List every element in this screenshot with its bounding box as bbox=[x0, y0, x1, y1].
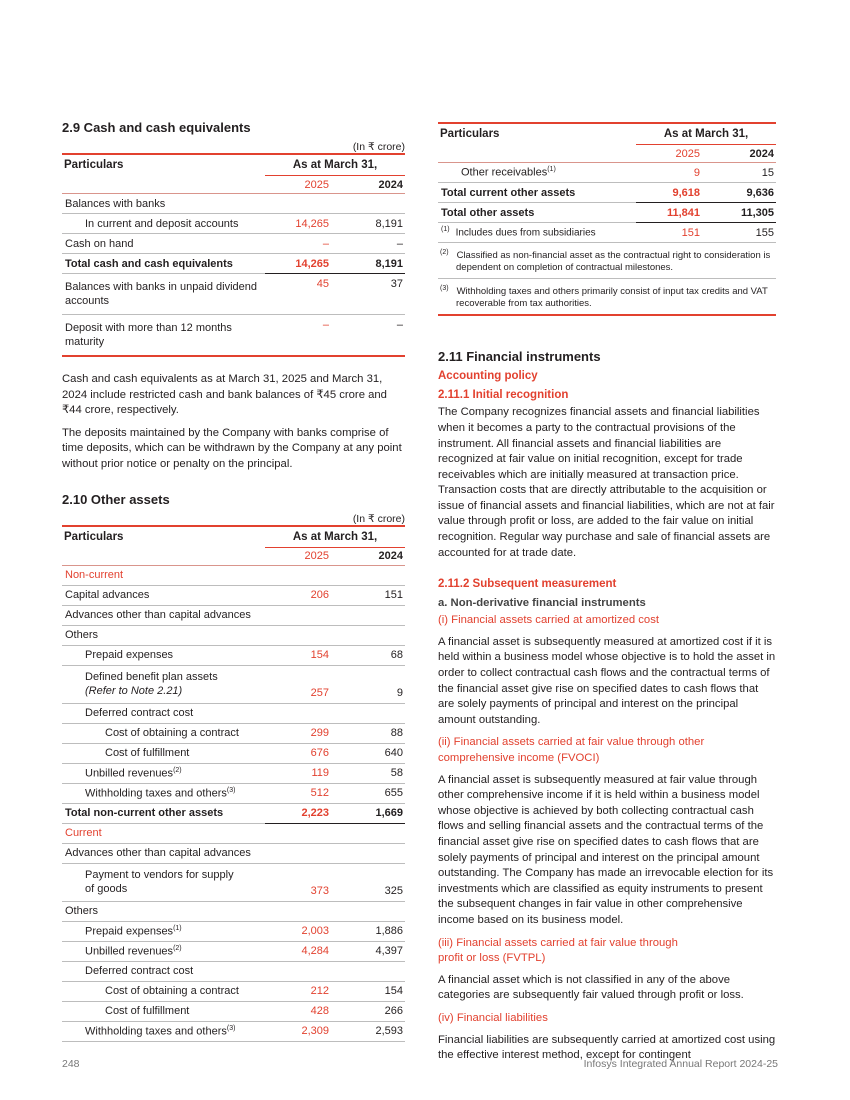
value-2024: 88 bbox=[339, 723, 405, 743]
year-row bbox=[62, 547, 405, 565]
row-label bbox=[438, 183, 636, 203]
value-2024: 155 bbox=[710, 223, 776, 243]
row-label bbox=[62, 941, 265, 961]
row-label bbox=[62, 645, 265, 665]
value-2024: 9 bbox=[339, 665, 405, 703]
table-row bbox=[62, 315, 405, 357]
row-label-text: Cost of fulfillment bbox=[105, 1005, 190, 1018]
value-2025: 206 bbox=[265, 585, 339, 605]
other-assets-table bbox=[62, 525, 405, 1042]
section-heading: 2.11 Financial instruments bbox=[438, 349, 601, 365]
section-cash bbox=[62, 120, 405, 1042]
value-2025 bbox=[265, 194, 339, 214]
footnote-mark: (1) bbox=[441, 226, 450, 234]
row-label bbox=[438, 203, 636, 223]
footnote-mark: (1) bbox=[173, 924, 182, 932]
table-row bbox=[438, 203, 776, 223]
subheading: (iii) Financial assets carried at fair value through profit or loss (FVTPL) bbox=[438, 936, 678, 965]
table-row bbox=[62, 961, 405, 981]
value-2024: 11,305 bbox=[710, 203, 776, 223]
row-label-text: Deposit with more than 12 months maturity bbox=[65, 322, 232, 348]
table-row bbox=[62, 743, 405, 763]
other-assets-table-continued bbox=[438, 122, 776, 316]
table-row bbox=[62, 823, 405, 843]
row-label-text: Withholding taxes and others bbox=[85, 1025, 227, 1038]
value-2025: 9,618 bbox=[636, 183, 710, 203]
value-2024 bbox=[339, 605, 405, 625]
value-2025: 14,265 bbox=[265, 214, 339, 234]
row-label-text: Current bbox=[65, 827, 102, 840]
row-label bbox=[62, 803, 265, 823]
table-row bbox=[62, 723, 405, 743]
col-particulars: Particulars bbox=[64, 530, 124, 543]
value-2025: – bbox=[265, 234, 339, 254]
row-label-text: Other receivables bbox=[461, 166, 548, 179]
row-label-text: Defined benefit plan assets bbox=[85, 671, 218, 684]
unit-label: (In ₹ crore) bbox=[352, 141, 405, 153]
row-label bbox=[62, 723, 265, 743]
row-label bbox=[62, 783, 265, 803]
table-row bbox=[62, 843, 405, 863]
value-2024 bbox=[339, 843, 405, 863]
row-label bbox=[62, 665, 265, 703]
table-row bbox=[62, 901, 405, 921]
value-2025: 2,223 bbox=[265, 803, 339, 823]
value-2025: 11,841 bbox=[636, 203, 710, 223]
row-label-text: Cash on hand bbox=[65, 237, 134, 250]
table-row bbox=[62, 703, 405, 723]
value-2025: 257 bbox=[265, 665, 339, 703]
col-as-at: As at March 31, bbox=[265, 526, 405, 548]
row-label bbox=[62, 981, 265, 1001]
value-2024: 325 bbox=[339, 863, 405, 901]
cash-table bbox=[62, 153, 405, 357]
row-label-text: Others bbox=[65, 629, 99, 642]
section-heading: 2.9 Cash and cash equivalents bbox=[62, 120, 251, 135]
value-2024: 1,669 bbox=[339, 803, 405, 823]
row-label bbox=[62, 703, 265, 723]
value-2025: 2,003 bbox=[265, 921, 339, 941]
header-row bbox=[438, 123, 776, 145]
row-label bbox=[62, 585, 265, 605]
value-2025 bbox=[265, 843, 339, 863]
row-label bbox=[62, 254, 265, 274]
row-label-text: In current and deposit accounts bbox=[85, 217, 239, 230]
row-label bbox=[62, 565, 265, 585]
value-2025 bbox=[265, 625, 339, 645]
col-2024: 2024 bbox=[710, 145, 776, 163]
table-row bbox=[62, 763, 405, 783]
value-2024: 58 bbox=[339, 763, 405, 783]
row-label bbox=[438, 163, 636, 183]
row-label-text: Total other assets bbox=[441, 206, 535, 219]
header-row bbox=[62, 154, 405, 176]
row-label-text: Capital advances bbox=[65, 589, 150, 602]
row-label-text: Deferred contract cost bbox=[85, 965, 194, 978]
value-2025 bbox=[265, 823, 339, 843]
footnote-mark: (3) bbox=[440, 285, 449, 293]
paragraph: A financial asset is subsequently measured at fair value through other comprehensive income if it is held within a business model whose objective is achieved by both collecting contractual cash flows and selling financial assets and the contractual terms of the financial asset give rise on specified dates to cash flows that are solely payments of principal and interest on the principal amount outstanding. The Company has made an irrevocable election for its investments which are classified as equity instruments to present the subsequent changes in fair value in other comprehensive income based on its business model. bbox=[438, 773, 774, 926]
row-label bbox=[62, 763, 265, 783]
footnote-text: Withholding taxes and others primarily consist of input tax credits and VAT recoverable from tax authorities. bbox=[456, 286, 768, 310]
row-label bbox=[62, 863, 265, 901]
section-other-cont bbox=[438, 122, 776, 1064]
footnote bbox=[438, 243, 776, 279]
paragraph: Financial liabilities are subsequently carried at amortized cost using the effective interest method, except for contingent bbox=[438, 1033, 776, 1062]
footnote-row bbox=[438, 243, 776, 279]
row-label-text: Balances with banks in unpaid dividend accounts bbox=[65, 281, 258, 307]
row-label bbox=[62, 961, 265, 981]
value-2025: 2,309 bbox=[265, 1021, 339, 1041]
value-2024 bbox=[339, 625, 405, 645]
paragraph: The Company recognizes financial assets and financial liabilities when it becomes a party to the contractual provisions of the instrument. All financial assets and financial liabilities are recognized at fair value on initial recognition, except for trade receivables which are initially measured at transaction price. Transaction costs that are directly attributable to the acquisition or issue of financial assets and financial liabilities, which are not at fair value through profit or loss, are added to the fair value on initial recognition. Regular way purchase and sale of financial assets are accounted for at trade date. bbox=[438, 406, 775, 559]
row-label-text: Total cash and cash equivalents bbox=[65, 257, 233, 270]
row-label-text: Cost of obtaining a contract bbox=[105, 727, 239, 740]
row-label-text: Others bbox=[65, 905, 99, 918]
page-number: 248 bbox=[62, 1058, 80, 1070]
paragraph: A financial asset is subsequently measured at amortized cost if it is held within a business model whose objective is to hold the asset in order to collect contractual cash flows and the contractual terms of the financial asset give rise on specified dates to cash flows that are solely payments of principal and interest on the principal amount outstanding. bbox=[438, 635, 776, 726]
row-label-text: Cost of fulfillment bbox=[105, 747, 190, 760]
value-2024 bbox=[339, 565, 405, 585]
report-title: Infosys Integrated Annual Report 2024-25 bbox=[583, 1058, 778, 1070]
col-2025: 2025 bbox=[265, 176, 339, 194]
footnote-mark: (2) bbox=[173, 944, 182, 952]
unit-label: (In ₹ crore) bbox=[352, 512, 405, 525]
value-2024: 151 bbox=[339, 585, 405, 605]
table-row bbox=[62, 1001, 405, 1021]
footnote-mark: (3) bbox=[226, 1024, 236, 1032]
row-label-text: Prepaid expenses bbox=[85, 649, 174, 662]
footnote-mark: (2) bbox=[440, 249, 449, 256]
paragraph: The deposits maintained by the Company with banks comprise of time deposits, which can be withdrawn by the Company at any point without prior notice or penalty on the principal. bbox=[62, 426, 402, 470]
row-label-text: Total current other assets bbox=[441, 186, 576, 199]
table-row bbox=[438, 183, 776, 203]
table-row bbox=[62, 941, 405, 961]
table-row bbox=[438, 163, 776, 183]
col-2024: 2024 bbox=[339, 547, 405, 565]
subheading: (i) Financial assets carried at amortized cost bbox=[438, 614, 659, 627]
value-2025: 299 bbox=[265, 723, 339, 743]
table-row bbox=[62, 605, 405, 625]
value-2024 bbox=[339, 194, 405, 214]
row-label-text: Total non-current other assets bbox=[65, 807, 224, 820]
footnote bbox=[438, 279, 776, 316]
row-label-text: Non-current bbox=[65, 569, 124, 582]
value-2024: 4,397 bbox=[339, 941, 405, 961]
col-as-at: As at March 31, bbox=[265, 154, 405, 176]
value-2024 bbox=[339, 823, 405, 843]
row-label-text: Balances with banks bbox=[65, 197, 166, 210]
row-label bbox=[62, 1021, 265, 1041]
col-2025: 2025 bbox=[636, 145, 710, 163]
value-2024: 266 bbox=[339, 1001, 405, 1021]
table-row bbox=[62, 645, 405, 665]
subheading: (ii) Financial assets carried at fair value through other comprehensive income (FVOCI) bbox=[438, 736, 705, 764]
row-label bbox=[62, 901, 265, 921]
col-particulars: Particulars bbox=[440, 128, 500, 141]
row-label-note: (Refer to Note 2.21) bbox=[85, 685, 183, 698]
value-2024: 15 bbox=[710, 163, 776, 183]
value-2024: 9,636 bbox=[710, 183, 776, 203]
subheading: (iv) Financial liabilities bbox=[438, 1011, 548, 1024]
value-2025: 154 bbox=[265, 645, 339, 665]
row-label bbox=[62, 625, 265, 645]
header-row bbox=[62, 526, 405, 548]
row-label-text: Payment to vendors for supply of goods bbox=[85, 869, 234, 896]
footnote-row bbox=[438, 279, 776, 316]
row-label bbox=[438, 223, 636, 243]
value-2025: – bbox=[265, 315, 339, 357]
subheading: Accounting policy bbox=[438, 370, 538, 383]
row-label-text: Includes dues from subsidiaries bbox=[455, 227, 596, 239]
value-2025 bbox=[265, 565, 339, 585]
row-label-text: Cost of obtaining a contract bbox=[105, 985, 239, 998]
table-row bbox=[62, 274, 405, 315]
value-2025: 4,284 bbox=[265, 941, 339, 961]
value-2024: 68 bbox=[339, 645, 405, 665]
value-2025: 45 bbox=[265, 274, 339, 315]
value-2024: 8,191 bbox=[339, 254, 405, 274]
footnote-text: Classified as non-financial asset as the contractual right to consideration is dependent on completion of contractual milestones. bbox=[456, 250, 771, 274]
col-2025: 2025 bbox=[265, 547, 339, 565]
blank-cell bbox=[438, 145, 636, 163]
table-row bbox=[62, 783, 405, 803]
value-2025: 119 bbox=[265, 763, 339, 783]
year-row bbox=[438, 145, 776, 163]
row-label bbox=[62, 843, 265, 863]
blank-cell bbox=[62, 176, 265, 194]
row-label bbox=[62, 605, 265, 625]
value-2024 bbox=[339, 961, 405, 981]
table-row bbox=[438, 223, 776, 243]
row-label-text: Unbilled revenues bbox=[85, 767, 174, 780]
row-label-text: Deferred contract cost bbox=[85, 707, 194, 720]
row-label bbox=[62, 823, 265, 843]
value-2024: 1,886 bbox=[339, 921, 405, 941]
paragraph: Cash and cash equivalents as at March 31, 2025 and March 31, 2024 include restricted cash and bank balances of ₹45 crore and ₹44 crore, respectively. bbox=[62, 373, 387, 417]
value-2024 bbox=[339, 901, 405, 921]
value-2024: – bbox=[339, 234, 405, 254]
row-label-text: Prepaid expenses bbox=[85, 925, 174, 938]
row-label bbox=[62, 194, 265, 214]
row-label bbox=[62, 315, 265, 357]
footnote-mark: (3) bbox=[226, 786, 236, 794]
row-label bbox=[62, 214, 265, 234]
subheading: a. Non-derivative financial instruments bbox=[438, 597, 646, 610]
table-row bbox=[62, 254, 405, 274]
footnote-mark: (1) bbox=[547, 166, 556, 174]
col-as-at: As at March 31, bbox=[636, 123, 776, 145]
table-row bbox=[62, 214, 405, 234]
value-2025: 676 bbox=[265, 743, 339, 763]
year-row bbox=[62, 176, 405, 194]
value-2024: 2,593 bbox=[339, 1021, 405, 1041]
value-2025: 512 bbox=[265, 783, 339, 803]
value-2024: 37 bbox=[339, 274, 405, 315]
col-particulars: Particulars bbox=[64, 159, 124, 172]
value-2025 bbox=[265, 961, 339, 981]
value-2024: 8,191 bbox=[339, 214, 405, 234]
subheading: 2.11.1 Initial recognition bbox=[438, 389, 569, 402]
blank-cell bbox=[62, 547, 265, 565]
row-label-text: Withholding taxes and others bbox=[85, 787, 227, 800]
value-2025 bbox=[265, 605, 339, 625]
table-row bbox=[62, 585, 405, 605]
value-2025 bbox=[265, 703, 339, 723]
value-2025: 14,265 bbox=[265, 254, 339, 274]
value-2025: 212 bbox=[265, 981, 339, 1001]
row-label bbox=[62, 1001, 265, 1021]
table-row bbox=[62, 625, 405, 645]
table-row bbox=[62, 863, 405, 901]
row-label bbox=[62, 921, 265, 941]
row-label bbox=[62, 743, 265, 763]
row-label-text: Unbilled revenues bbox=[85, 945, 174, 958]
table-row bbox=[62, 665, 405, 703]
table-row bbox=[62, 921, 405, 941]
table-row bbox=[62, 803, 405, 823]
value-2024: 154 bbox=[339, 981, 405, 1001]
value-2025: 9 bbox=[636, 163, 710, 183]
footnote-mark: (2) bbox=[173, 766, 182, 774]
value-2024: – bbox=[339, 315, 405, 357]
paragraph: A financial asset which is not classified in any of the above categories are subsequently fair valued through profit or loss. bbox=[438, 973, 744, 1002]
value-2025: 428 bbox=[265, 1001, 339, 1021]
table-row bbox=[62, 1021, 405, 1041]
table-row bbox=[62, 981, 405, 1001]
value-2024: 655 bbox=[339, 783, 405, 803]
row-label-text: Advances other than capital advances bbox=[65, 609, 251, 622]
value-2024 bbox=[339, 703, 405, 723]
value-2025: 151 bbox=[636, 223, 710, 243]
row-label bbox=[62, 234, 265, 254]
col-2024: 2024 bbox=[339, 176, 405, 194]
table-row bbox=[62, 565, 405, 585]
value-2024: 640 bbox=[339, 743, 405, 763]
row-label bbox=[62, 274, 265, 315]
value-2025: 373 bbox=[265, 863, 339, 901]
row-label-text: Advances other than capital advances bbox=[65, 847, 251, 860]
table-row bbox=[62, 234, 405, 254]
section-heading: 2.10 Other assets bbox=[62, 491, 170, 507]
value-2025 bbox=[265, 901, 339, 921]
table-row bbox=[62, 194, 405, 214]
subheading: 2.11.2 Subsequent measurement bbox=[438, 578, 617, 591]
